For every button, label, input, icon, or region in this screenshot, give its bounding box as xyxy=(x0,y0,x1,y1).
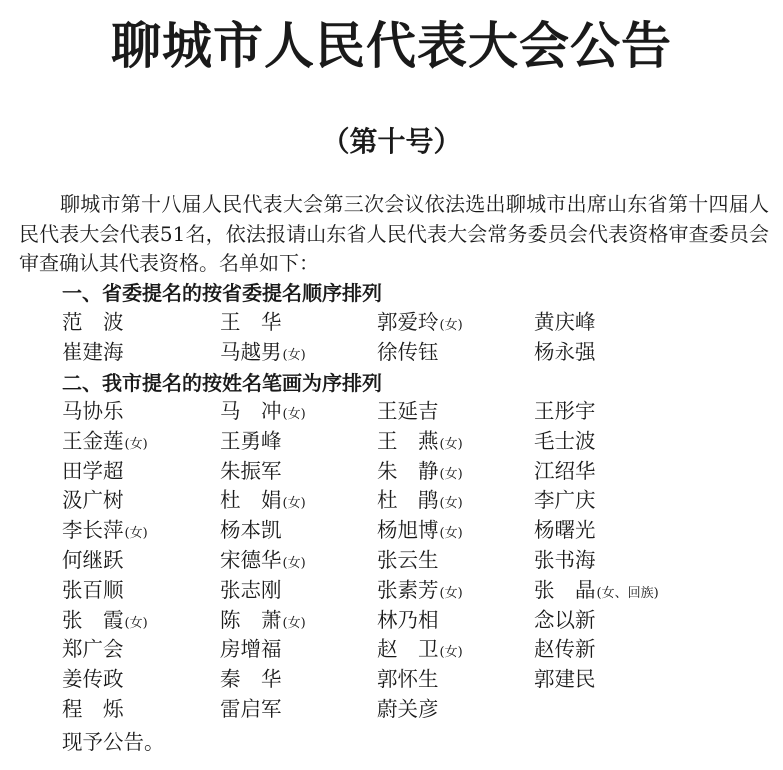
name-row xyxy=(62,457,762,487)
representative-entry xyxy=(220,397,306,430)
representative-note: (女) xyxy=(439,496,463,512)
representative-name: 秦 华 xyxy=(220,667,282,692)
representative-name: 朱 静 xyxy=(377,458,439,483)
representative-name: 李长萍 xyxy=(62,518,124,543)
representative-name: 郭怀生 xyxy=(377,667,439,692)
representative-name: 王勇峰 xyxy=(220,428,282,453)
representative-entry xyxy=(62,695,124,725)
representative-name: 王金莲 xyxy=(62,428,124,453)
representative-entry xyxy=(377,665,439,695)
representative-entry xyxy=(62,397,124,427)
representative-name: 王 燕 xyxy=(377,428,439,453)
representative-name: 蔚关彦 xyxy=(377,696,439,721)
representative-entry xyxy=(534,308,596,338)
representative-name: 张百顺 xyxy=(62,577,124,602)
representative-entry xyxy=(62,516,148,549)
representative-entry xyxy=(220,546,306,579)
representative-entry xyxy=(62,576,124,606)
representative-name: 张 晶 xyxy=(534,577,596,602)
representative-entry xyxy=(220,576,282,606)
representative-name: 毛士波 xyxy=(534,428,596,453)
representative-entry xyxy=(62,457,124,487)
representative-name: 李广庆 xyxy=(534,488,596,513)
representative-name: 朱振军 xyxy=(220,458,282,483)
representative-name: 程 烁 xyxy=(62,696,124,721)
intro-paragraph: 聊城市第十八届人民代表大会第三次会议依法选出聊城市出席山东省第十四届人民代表大会代表51名，依法报请山东省人民代表大会常务委员会代表资格审查委员会审查确认其代表资格。名单如下： xyxy=(19,192,769,275)
representative-entry xyxy=(377,546,439,576)
representative-entry xyxy=(377,457,463,490)
name-row xyxy=(62,635,762,665)
representative-name: 黄庆峰 xyxy=(534,310,596,334)
representative-entry xyxy=(377,606,439,636)
representative-name: 徐传钰 xyxy=(377,339,439,364)
representative-name: 何继跃 xyxy=(62,547,124,572)
representative-entry xyxy=(377,576,463,609)
representative-entry xyxy=(534,516,596,546)
closing-statement: 现予公告。 xyxy=(62,730,165,754)
name-row xyxy=(62,665,762,695)
representative-note: (女) xyxy=(282,555,306,571)
representative-note: (女) xyxy=(439,645,463,661)
representative-name: 赵 卫 xyxy=(377,637,439,662)
name-row xyxy=(62,338,762,368)
representative-entry xyxy=(534,427,596,457)
representative-entry xyxy=(220,427,282,457)
representative-entry xyxy=(62,486,124,516)
representative-entry xyxy=(534,576,659,609)
section2-name-list xyxy=(62,397,762,725)
representative-name: 王延吉 xyxy=(377,399,439,423)
representative-note: (女) xyxy=(439,318,463,333)
representative-name: 宋德华 xyxy=(220,547,282,572)
representative-name: 范 波 xyxy=(62,310,124,334)
representative-entry xyxy=(62,338,124,368)
representative-name: 王 华 xyxy=(220,310,282,334)
representative-entry xyxy=(377,486,463,519)
representative-name: 念以新 xyxy=(534,607,596,632)
representative-entry xyxy=(377,308,463,341)
representative-name: 张云生 xyxy=(377,547,439,572)
representative-entry xyxy=(377,516,463,549)
representative-entry xyxy=(62,308,124,338)
representative-entry xyxy=(534,665,596,695)
representative-note: (女) xyxy=(439,585,463,601)
name-row xyxy=(62,695,762,725)
representative-entry xyxy=(220,516,282,546)
representative-entry xyxy=(534,486,596,516)
announcement-number: （第十号） xyxy=(321,125,462,158)
representative-note: (女) xyxy=(439,466,463,482)
representative-entry xyxy=(534,546,596,576)
representative-name: 郭建民 xyxy=(534,667,596,692)
name-row xyxy=(62,546,762,576)
representative-entry xyxy=(377,635,463,668)
section2-heading: 二、我市提名的按姓名笔画为序排列 xyxy=(62,371,382,395)
name-row xyxy=(62,516,762,546)
representative-entry xyxy=(534,338,596,368)
representative-entry xyxy=(220,665,282,695)
representative-name: 崔建海 xyxy=(62,339,124,364)
representative-name: 林乃相 xyxy=(377,607,439,632)
representative-note: (女) xyxy=(439,436,463,452)
representative-note: (女) xyxy=(124,526,148,542)
name-row xyxy=(62,486,762,516)
representative-entry xyxy=(62,665,124,695)
representative-note: (女) xyxy=(282,496,306,512)
representative-name: 郭爱玲 xyxy=(377,310,439,334)
representative-name: 江绍华 xyxy=(534,458,596,483)
representative-name: 张书海 xyxy=(534,547,596,572)
representative-name: 王彤宇 xyxy=(534,399,596,423)
representative-note: (女) xyxy=(282,407,306,422)
representative-entry xyxy=(534,397,596,427)
representative-entry xyxy=(62,606,148,639)
representative-name: 房增福 xyxy=(220,637,282,662)
representative-name: 陈 萧 xyxy=(220,607,282,632)
representative-name: 杜 娟 xyxy=(220,488,282,513)
representative-entry xyxy=(534,635,596,665)
representative-entry xyxy=(377,427,463,460)
representative-name: 马越男 xyxy=(220,339,282,364)
representative-entry xyxy=(377,695,439,725)
representative-entry xyxy=(220,695,282,725)
representative-entry xyxy=(220,635,282,665)
representative-name: 赵传新 xyxy=(534,637,596,662)
representative-note: (女) xyxy=(124,436,148,452)
representative-name: 杨曙光 xyxy=(534,518,596,543)
name-row xyxy=(62,576,762,606)
representative-name: 张素芳 xyxy=(377,577,439,602)
representative-entry xyxy=(220,486,306,519)
name-row xyxy=(62,397,762,427)
representative-entry xyxy=(220,308,282,338)
representative-name: 张志刚 xyxy=(220,577,282,602)
representative-entry xyxy=(534,606,596,636)
announcement-title: 聊城市人民代表大会公告 xyxy=(111,17,672,75)
representative-name: 郑广会 xyxy=(62,637,124,662)
name-row xyxy=(62,427,762,457)
section1-heading: 一、省委提名的按省委提名顺序排列 xyxy=(62,281,382,305)
section1-name-list xyxy=(62,308,762,368)
representative-name: 马协乐 xyxy=(62,399,124,423)
representative-entry xyxy=(62,546,124,576)
representative-note: (女) xyxy=(439,526,463,542)
representative-entry xyxy=(220,338,306,371)
representative-entry xyxy=(377,338,439,368)
representative-name: 张 霞 xyxy=(62,607,124,632)
representative-name: 姜传政 xyxy=(62,667,124,692)
representative-name: 杜 鹃 xyxy=(377,488,439,513)
representative-entry xyxy=(534,457,596,487)
representative-entry xyxy=(220,457,282,487)
name-row xyxy=(62,606,762,636)
representative-entry xyxy=(62,635,124,665)
representative-name: 马 冲 xyxy=(220,399,282,423)
representative-name: 雷启军 xyxy=(220,696,282,721)
representative-name: 杨旭博 xyxy=(377,518,439,543)
representative-name: 汲广树 xyxy=(62,488,124,513)
representative-entry xyxy=(220,606,306,639)
representative-name: 杨本凯 xyxy=(220,518,282,543)
representative-name: 杨永强 xyxy=(534,339,596,364)
representative-name: 田学超 xyxy=(62,458,124,483)
representative-entry xyxy=(377,397,439,427)
representative-note: (女) xyxy=(282,615,306,631)
representative-note: (女、回族) xyxy=(596,585,659,601)
representative-entry xyxy=(62,427,148,460)
representative-note: (女) xyxy=(282,347,306,363)
representative-note: (女) xyxy=(124,615,148,631)
name-row xyxy=(62,308,762,338)
